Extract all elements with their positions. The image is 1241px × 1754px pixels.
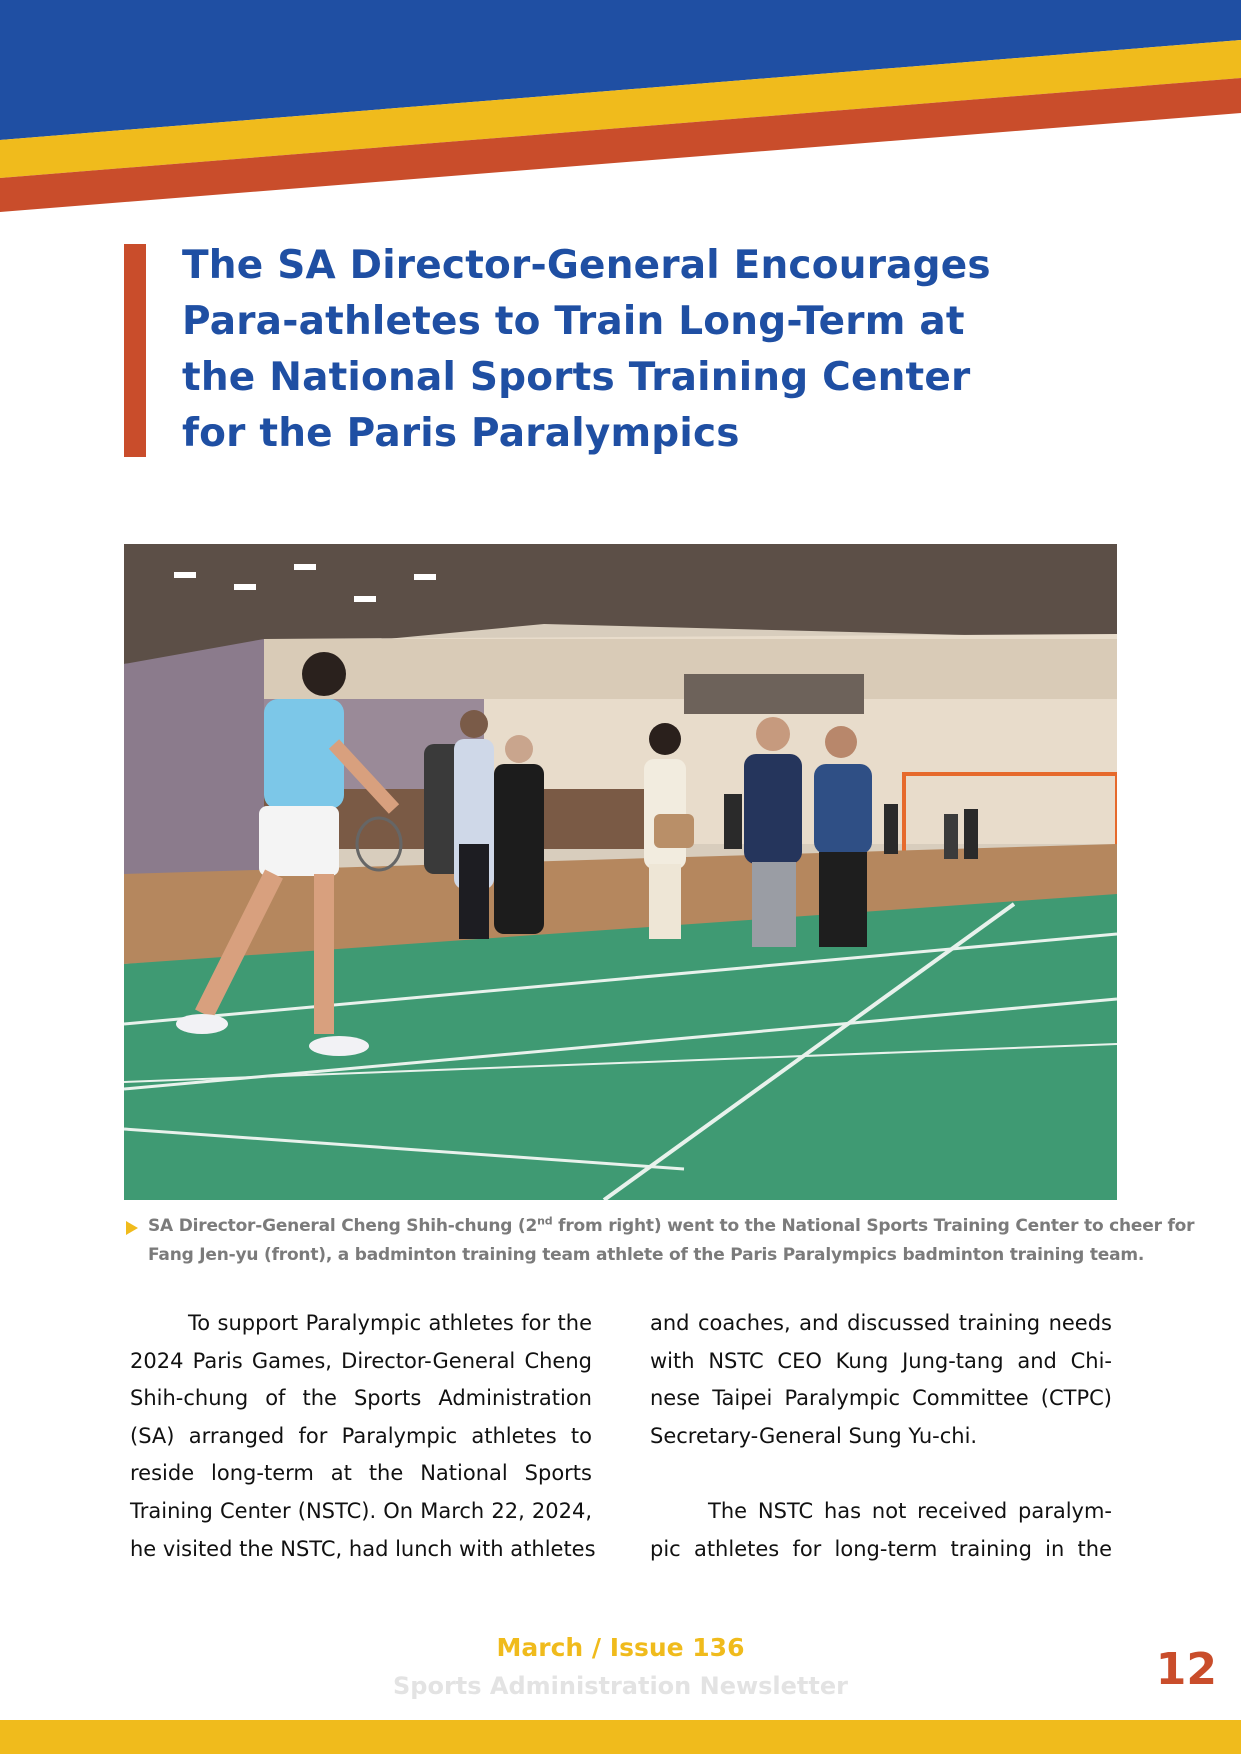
body-line: reside long-term at the National Sports xyxy=(130,1461,592,1486)
person xyxy=(814,764,872,854)
person xyxy=(494,764,544,934)
athlete-shirt xyxy=(264,699,344,809)
header-color-bands xyxy=(0,0,1241,220)
background-person xyxy=(964,809,978,859)
article-photo xyxy=(124,544,1117,1200)
person-legs xyxy=(459,844,489,939)
person-head xyxy=(505,735,533,763)
body-line: pic athletes for long-term training in the xyxy=(650,1536,1112,1561)
person-legs xyxy=(649,864,681,939)
ceiling-light xyxy=(174,572,196,578)
background-person xyxy=(944,814,958,859)
body-column-right xyxy=(650,1305,1112,1568)
article-title xyxy=(182,238,991,462)
title-line: the National Sports Training Center xyxy=(182,355,971,400)
body-line: he visited the NSTC, had lunch with athletes xyxy=(130,1536,596,1561)
person xyxy=(744,754,802,864)
page-number: 12 xyxy=(1155,1644,1217,1695)
caption-line xyxy=(148,1212,1195,1241)
footer-color-band xyxy=(0,1720,1241,1754)
person-head xyxy=(460,710,488,738)
photo-caption xyxy=(124,1212,1195,1270)
body-column-left xyxy=(130,1305,596,1568)
body-line: with NSTC CEO Kung Jung-tang and Chi- xyxy=(650,1348,1112,1373)
wall-vent xyxy=(684,674,864,714)
title-line: The SA Director-General Encourages xyxy=(182,243,991,288)
background-person xyxy=(724,794,742,849)
background-person xyxy=(884,804,898,854)
caption-superscript: nd xyxy=(537,1214,553,1228)
title-line: for the Paris Paralympics xyxy=(182,411,740,456)
body-line: Secretary-General Sung Yu-chi. xyxy=(650,1423,978,1448)
body-line: Shih-chung of the Sports Administration xyxy=(130,1386,592,1411)
athlete-shoe xyxy=(309,1036,369,1056)
badminton-hall-image xyxy=(124,544,1117,1200)
body-line: To support Paralympic athletes for the xyxy=(188,1311,592,1335)
athlete-shoe xyxy=(176,1014,228,1034)
body-line: and coaches, and discussed training needs xyxy=(650,1311,1112,1335)
caption-text-part: SA Director-General Cheng Shih-chung (2 xyxy=(148,1216,538,1236)
caption-arrow-icon xyxy=(126,1221,138,1235)
person-legs xyxy=(819,852,867,947)
title-line: Para-athletes to Train Long-Term at xyxy=(182,299,965,344)
paragraph-gap xyxy=(650,1455,1112,1493)
athlete-shorts xyxy=(259,806,339,876)
caption-line: Fang Jen-yu (front), a badminton training team athlete of the Paris Paralympics badminton training team. xyxy=(148,1245,1145,1265)
handbag xyxy=(654,814,694,848)
title-accent-bar xyxy=(124,244,146,457)
person-head xyxy=(649,723,681,755)
ceiling-light xyxy=(354,596,376,602)
athlete-head xyxy=(302,652,346,696)
ceiling-light xyxy=(234,584,256,590)
issue-label: March / Issue 136 xyxy=(496,1633,745,1662)
person-legs xyxy=(752,862,796,947)
body-line: Training Center (NSTC). On March 22, 2024, xyxy=(130,1498,592,1523)
person-head xyxy=(825,726,857,758)
person-head xyxy=(756,717,790,751)
body-line: (SA) arranged for Paralympic athletes to xyxy=(130,1423,592,1448)
body-line: nese Taipei Paralympic Committee (CTPC) xyxy=(650,1386,1112,1411)
ceiling-light xyxy=(414,574,436,580)
newsletter-name: Sports Administration Newsletter xyxy=(392,1672,848,1700)
ceiling-light xyxy=(294,564,316,570)
body-line: The NSTC has not received paralym- xyxy=(708,1498,1112,1523)
body-line: 2024 Paris Games, Director-General Cheng xyxy=(130,1348,592,1373)
caption-text-part: from right) went to the National Sports Training Center to cheer for xyxy=(552,1216,1195,1236)
